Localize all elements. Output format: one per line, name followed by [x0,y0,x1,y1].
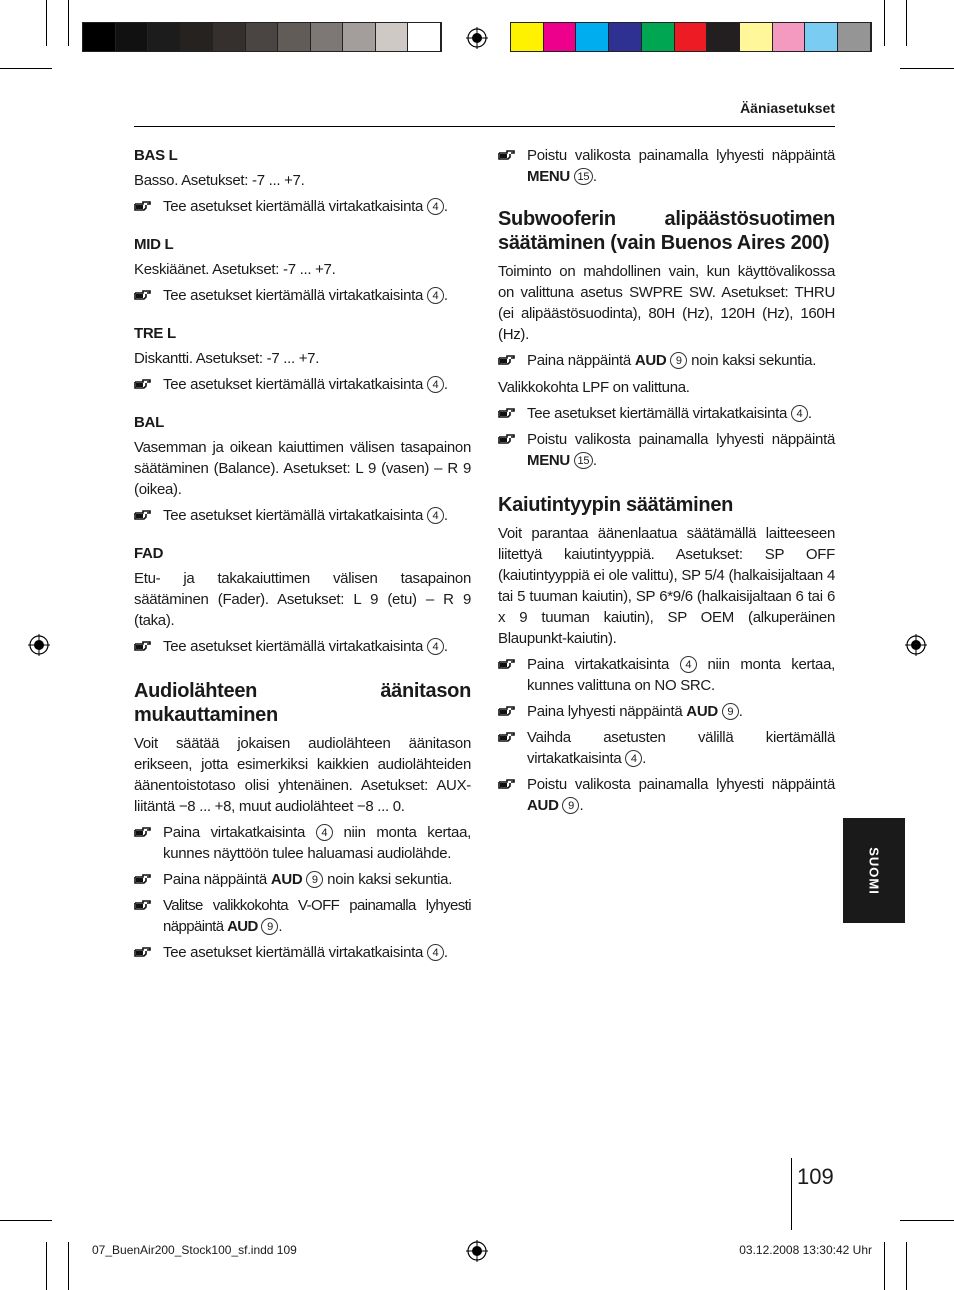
footer-datetime: 03.12.2008 13:30:42 Uhr [739,1243,872,1257]
pointing-hand-icon [134,944,152,960]
audio-step-2-text: Paina näppäintä [163,871,267,888]
aud-key-label: AUD [527,797,559,814]
mid-title: MID L [134,236,174,253]
tre-step-text: Tee asetukset kiertämällä virtakatkaisinta [163,376,424,393]
subwoofer-step-2-text: Tee asetukset kiertämällä virtakatkaisinta [527,405,788,422]
color-swatch [642,23,675,51]
knob-key-icon: 4 [427,944,444,961]
color-swatch [609,23,642,51]
gray-swatch [213,23,246,51]
subwoofer-step-1 [498,350,835,371]
color-swatch [675,23,708,51]
tre-step: Tee asetukset kiertämällä virtakatkaisinta 4 . [134,374,471,395]
exit-menu-step: Poistu valikosta painamalla lyhyesti näppäintä MENU 15 . [498,145,835,187]
crop-mark [46,1242,47,1290]
audio-heading: Audiolähteen äänitason mukauttaminen [134,680,471,726]
mid-step-text: Tee asetukset kiertämällä virtakatkaisinta [163,287,424,304]
speaker-step-1-text-end: niin monta kertaa, kunnes valittuna on NO SRC. [527,656,836,694]
gray-swatch [246,23,279,51]
aud-key-label: AUD [634,352,667,369]
pointing-hand-icon [498,776,516,792]
registration-mark-icon [28,634,50,656]
knob-key-icon: 4 [625,750,642,767]
tre-title: TRE L [134,325,176,342]
aud-key-label: AUD [686,703,718,720]
mid-desc: Keskiäänet. Asetukset: -7 ... +7. [134,261,336,278]
tre-desc: Diskantti. Asetukset: -7 ... +7. [134,350,320,367]
speaker-step-4: Poistu valikosta painamalla lyhyesti näppäintä AUD 9 . [498,774,835,816]
mid-section [134,234,471,306]
color-swatch [544,23,577,51]
audio-step-1 [134,822,471,864]
page-number-rule [791,1158,792,1230]
pointing-hand-icon [134,287,152,303]
pointing-hand-icon [498,703,516,719]
registration-mark-icon [466,1240,488,1262]
tre-section [134,323,471,395]
bas-step-text: Tee asetukset kiertämällä virtakatkaisinta [163,198,424,215]
gray-swatch [278,23,311,51]
pointing-hand-icon [134,507,152,523]
mid-step: Tee asetukset kiertämällä virtakatkaisinta 4 . [134,285,471,306]
knob-key-icon: 4 [427,507,444,524]
knob-key-icon: 4 [791,405,808,422]
page-number: 109 [797,1164,834,1189]
pointing-hand-icon [498,147,516,163]
color-swatch [838,23,871,51]
bal-title: BAL [134,414,164,431]
speaker-step-2-text: Paina lyhyesti näppäintä [527,703,683,720]
color-bar [510,22,872,52]
bal-desc: Vasemman ja oikean kaiuttimen välisen tasapainon säätäminen (Balance). Asetukset: L 9 (vasen) – R 9 (oikea). [134,439,471,498]
audio-step-4: Tee asetukset kiertämällä virtakatkaisinta 4 . [134,942,471,963]
pointing-hand-icon [134,376,152,392]
crop-mark [906,1242,907,1290]
gray-swatch [408,23,441,51]
knob-key-icon: 4 [427,376,444,393]
crop-mark [906,0,907,46]
speaker-step-3-text: Vaihda asetusten välillä kiertämällä virtakatkaisinta [527,729,835,767]
aud-key-icon: 9 [670,352,687,369]
pointing-hand-icon [498,352,516,368]
gray-swatch [343,23,376,51]
aud-key-label: AUD [270,871,303,888]
fad-step-text: Tee asetukset kiertämällä virtakatkaisinta [163,638,424,655]
speaker-section [498,493,835,816]
gray-swatch [83,23,116,51]
footer-filename: 07_BuenAir200_Stock100_sf.indd 109 [92,1243,297,1257]
crop-mark [0,1220,52,1221]
subwoofer-heading: Subwooferin alipäästösuotimen säätäminen (vain Buenos Aires 200) [498,208,835,254]
color-swatch [805,23,838,51]
pointing-hand-icon [134,897,152,913]
crop-mark [884,0,885,46]
gray-swatch [311,23,344,51]
audio-desc: Voit säätää jokaisen audiolähteen äänitason erikseen, jotta esimerkiksi kaikkien audiolähteiden äänentoistotaso olisi yhtenäinen. Asetukset: AUX-liitäntä −8 ... +8, muut audiolähteet −8 ... 0. [134,735,471,815]
registration-mark-icon [905,634,927,656]
fad-desc: Etu- ja takakaiuttimen välisen tasapainon säätäminen (Fader). Asetukset: L 9 (etu) – R 9 (taka). [134,570,471,629]
pointing-hand-icon [498,431,516,447]
pointing-hand-icon [498,656,516,672]
bas-desc: Basso. Asetukset: -7 ... +7. [134,172,305,189]
knob-key-icon: 4 [427,198,444,215]
bas-section [134,145,471,217]
gray-swatch [148,23,181,51]
pointing-hand-icon [134,871,152,887]
speaker-step-1 [498,654,835,696]
color-swatch [576,23,609,51]
speaker-step-2: Paina lyhyesti näppäintä AUD 9 . [498,701,835,722]
audio-step-3-text: Valitse valikkokohta V-OFF painamalla lyhyesti näppäintä [163,897,471,935]
crop-mark [900,1220,954,1221]
subwoofer-step-1-text: Paina näppäintä [527,352,631,369]
fad-step: Tee asetukset kiertämällä virtakatkaisinta 4 . [134,636,471,657]
pointing-hand-icon [134,824,152,840]
subwoofer-note: Valikkokohta LPF on valittuna. [498,379,690,396]
crop-mark [900,68,954,69]
aud-key-icon: 9 [562,797,579,814]
header-rule [134,126,835,127]
aud-key-label: AUD [227,918,258,935]
exit-menu-text: Poistu valikosta painamalla lyhyesti näppäintä [527,147,835,164]
aud-key-icon: 9 [261,918,278,935]
crop-mark [68,0,69,46]
gray-swatch [376,23,409,51]
subwoofer-desc: Toiminto on mahdollinen vain, kun käyttövalikossa on valittuna asetus SWPRE SW. Asetukset: THRU (ei alipäästösuodinta), 80H (Hz), 120H (Hz), 160H (Hz). [498,263,835,343]
audio-step-2 [134,869,471,890]
menu-key-icon: 15 [574,452,593,469]
menu-key-label: MENU [527,168,570,185]
knob-key-icon: 4 [680,656,697,673]
bal-section [134,412,471,526]
subwoofer-section [498,207,835,471]
audio-step-1-text-end: niin monta kertaa, kunnes näyttöön tulee haluamasi audiolähde. [163,824,472,862]
bal-step-text: Tee asetukset kiertämällä virtakatkaisinta [163,507,424,524]
registration-mark-icon [466,27,488,49]
pointing-hand-icon [498,729,516,745]
knob-key-icon: 4 [427,638,444,655]
speaker-desc: Voit parantaa äänenlaatua säätämällä laitteeseen liitettyä kaiutintyyppiä. Asetukset: SP OFF (kaiutintyyppiä ei ole valittu), SP 5/4 (halkaisijaltaan 4 tai 5 tuuman kaiutin), SP 6*9/6 (halkaisijaltaan 6 tai 6 x 9 tuuman kaiutin), SP OEM (alkuperäinen Blaupunkt-kaiutin). [498,525,835,647]
bas-step: Tee asetukset kiertämällä virtakatkaisinta 4 . [134,196,471,217]
pointing-hand-icon [134,198,152,214]
bal-step: Tee asetukset kiertämällä virtakatkaisinta 4 . [134,505,471,526]
bas-title: BAS L [134,147,178,164]
pointing-hand-icon [134,638,152,654]
audio-step-2-text-end: noin kaksi sekuntia. [327,871,453,888]
speaker-step-1-text: Paina virtakatkaisinta [527,656,669,673]
color-swatch [773,23,806,51]
grayscale-bar [82,22,442,52]
audio-step-1-text: Paina virtakatkaisinta [163,824,305,841]
audio-section [134,679,471,963]
crop-mark [884,1242,885,1290]
speaker-step-4-text: Poistu valikosta painamalla lyhyesti näppäintä [527,776,835,793]
subwoofer-step-1-text-end: noin kaksi sekuntia. [691,352,817,369]
speaker-heading: Kaiutintyypin säätäminen [498,494,734,516]
gray-swatch [116,23,149,51]
subwoofer-step-3-text: Poistu valikosta painamalla lyhyesti näppäintä [527,431,835,448]
menu-key-icon: 15 [574,168,593,185]
crop-mark [46,0,47,46]
audio-step-3: Valitse valikkokohta V-OFF painamalla lyhyesti näppäintä AUD 9 . [134,895,471,937]
knob-key-icon: 4 [316,824,333,841]
crop-mark [0,68,52,69]
subwoofer-step-3: Poistu valikosta painamalla lyhyesti näppäintä MENU 15 . [498,429,835,471]
aud-key-icon: 9 [722,703,739,720]
aud-key-icon: 9 [306,871,323,888]
fad-section [134,543,471,657]
gray-swatch [181,23,214,51]
left-column [134,145,471,963]
language-tab-label: SUOMI [866,846,882,895]
fad-title: FAD [134,545,164,562]
section-title: Ääniasetukset [740,100,835,116]
right-column [498,145,835,816]
knob-key-icon: 4 [427,287,444,304]
subwoofer-step-2: Tee asetukset kiertämällä virtakatkaisinta 4 . [498,403,835,424]
speaker-step-3: Vaihda asetusten välillä kiertämällä virtakatkaisinta 4 . [498,727,835,769]
color-swatch [740,23,773,51]
menu-key-label: MENU [527,452,570,469]
color-swatch [511,23,544,51]
crop-mark [68,1242,69,1290]
color-swatch [707,23,740,51]
language-tab [843,818,905,923]
pointing-hand-icon [498,405,516,421]
audio-step-4-text: Tee asetukset kiertämällä virtakatkaisinta [163,944,424,961]
